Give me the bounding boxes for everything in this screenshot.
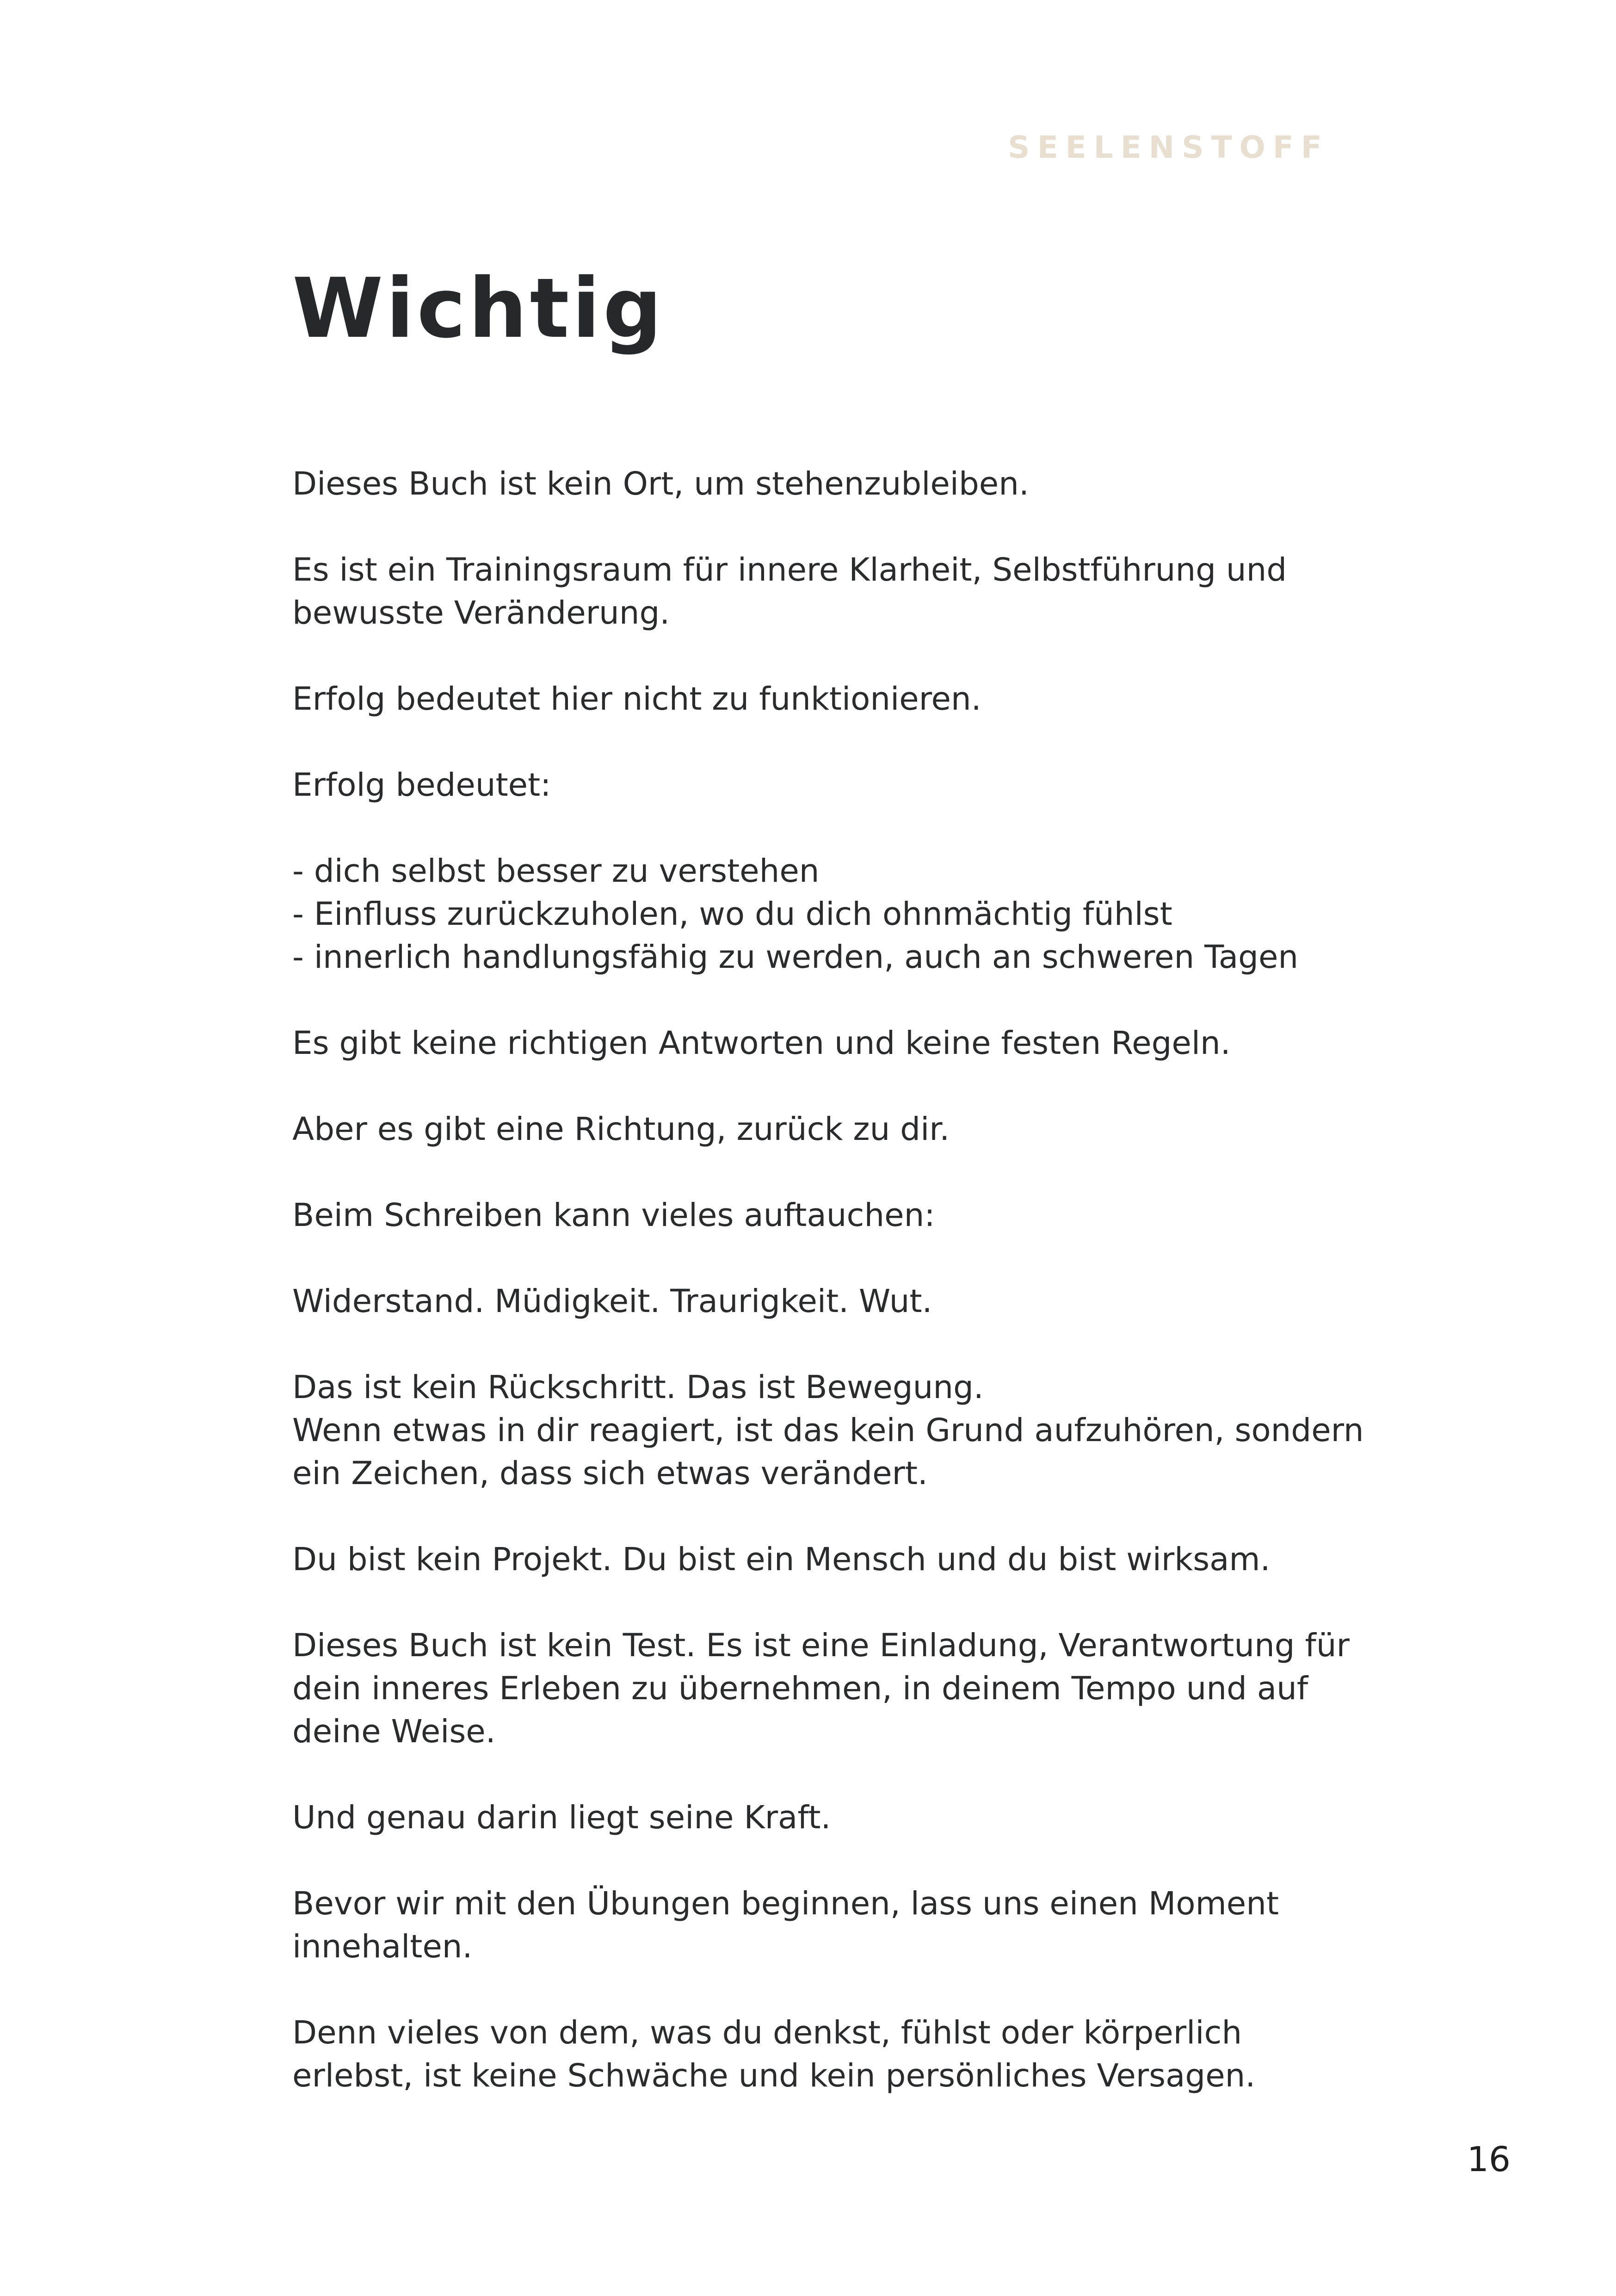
- paragraph-line: Widerstand. Müdigkeit. Traurigkeit. Wut.: [292, 1283, 932, 1320]
- paragraph-line: - innerlich handlungsfähig zu werden, auch an schweren Tagen: [292, 939, 1299, 976]
- paragraph-line: Bevor wir mit den Übungen beginnen, lass uns einen Moment: [292, 1885, 1279, 1922]
- paragraph: [292, 678, 1356, 721]
- paragraph-line: - dich selbst besser zu verstehen: [292, 853, 820, 890]
- paragraph-line: Beim Schreiben kann vieles auftauchen:: [292, 1197, 935, 1234]
- paragraph-line: Erfolg bedeutet hier nicht zu funktionieren.: [292, 681, 981, 718]
- paragraph-line: Erfolg bedeutet:: [292, 767, 551, 804]
- paragraph-line: bewusste Veränderung.: [292, 594, 670, 631]
- paragraph-line: Denn vieles von dem, was du denkst, fühlst oder körperlich: [292, 2014, 1242, 2051]
- paragraph: [292, 1022, 1356, 1065]
- paragraph: [292, 1366, 1364, 1495]
- paragraph-line: ein Zeichen, dass sich etwas verändert.: [292, 1455, 928, 1492]
- paragraph-line: Dieses Buch ist kein Ort, um stehenzubleiben.: [292, 465, 1029, 502]
- paragraph: [292, 1194, 1356, 1237]
- paragraph-line: - Einfluss zurückzuholen, wo du dich ohnmächtig fühlst: [292, 896, 1172, 933]
- paragraph-line: innehalten.: [292, 1928, 473, 1965]
- paragraph-line: dein inneres Erleben zu übernehmen, in deinem Tempo und auf: [292, 1670, 1308, 1707]
- paragraph: [292, 1538, 1356, 1581]
- running-header: SEELENSTOFF: [1008, 130, 1329, 165]
- paragraph-line: Dieses Buch ist kein Test. Es ist eine Einladung, Verantwortung für: [292, 1627, 1350, 1664]
- paragraph: [292, 2011, 1356, 2098]
- paragraph-line: Und genau darin liegt seine Kraft.: [292, 1799, 831, 1836]
- paragraph-line: Wenn etwas in dir reagiert, ist das kein Grund aufzuhören, sondern: [292, 1412, 1364, 1449]
- paragraph: [292, 1882, 1356, 1968]
- paragraph-line: Es ist ein Trainingsraum für innere Klarheit, Selbstführung und: [292, 551, 1287, 588]
- paragraph: [292, 1796, 1356, 1839]
- paragraph: [292, 1624, 1356, 1753]
- paragraph: [292, 463, 1356, 506]
- paragraph: [292, 549, 1356, 635]
- page-title: Wichtig: [292, 260, 665, 356]
- paragraph: [292, 1108, 1356, 1151]
- paragraph-line: deine Weise.: [292, 1713, 496, 1750]
- body-text: [292, 463, 1364, 2098]
- paragraph-line: Das ist kein Rückschritt. Das ist Bewegung.: [292, 1369, 984, 1406]
- paragraph: [292, 1280, 1356, 1323]
- paragraph: [292, 764, 1356, 807]
- paragraph: [292, 850, 1356, 979]
- paragraph-line: erlebst, ist keine Schwäche und kein persönliches Versagen.: [292, 2057, 1256, 2094]
- paragraph-line: Aber es gibt eine Richtung, zurück zu dir.: [292, 1111, 950, 1148]
- paragraph-line: Du bist kein Projekt. Du bist ein Mensch und du bist wirksam.: [292, 1541, 1271, 1578]
- page-number: 16: [1467, 2140, 1511, 2179]
- paragraph-line: Es gibt keine richtigen Antworten und keine festen Regeln.: [292, 1025, 1231, 1062]
